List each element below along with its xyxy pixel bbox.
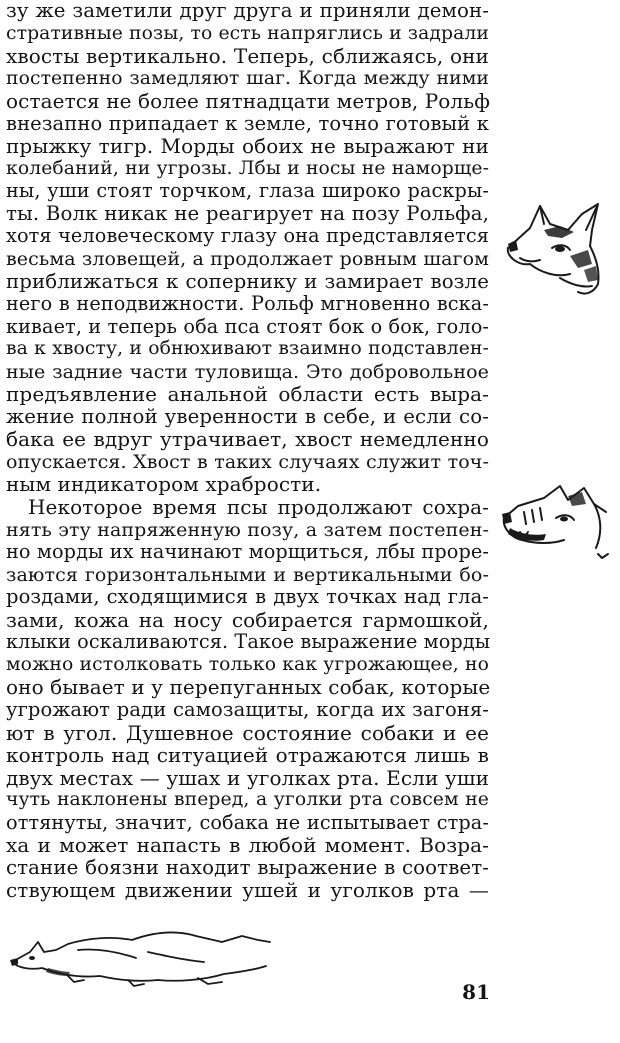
text-line: контроль над ситуацией отражаются лишь в (6, 743, 489, 768)
text-line: ют в угол. Душевное состояние собаки и ее (6, 720, 489, 745)
text-line: Некоторое время псы продолжают сохра- (28, 495, 489, 520)
text-line: жение полной уверенности в себе, и если со- (6, 404, 489, 428)
text-line: приближаться к сопернику и замирает возле (6, 269, 489, 293)
text-line: постепенно замедляют шаг. Когда между ними (6, 67, 489, 89)
text-line: ты. Волк никак не реагирует на позу Рольфа, (6, 201, 489, 225)
dog-head-ears-forward-illustration (500, 200, 612, 300)
text-line: можно истолковать только как угрожающее, но (6, 653, 489, 675)
text-line: стративные позы, то есть напряглись и задрали (6, 22, 489, 44)
text-line: хотя человеческому глазу она представляется (6, 224, 489, 248)
dog-head-snarling-illustration (498, 478, 613, 568)
text-line: внезапно припадает к земле, точно готовый к (6, 111, 489, 135)
text-line: зами, кожа на носу собирается гармошкой, (6, 607, 489, 632)
text-line: стание боязни находит выражение в соответ- (6, 855, 489, 879)
text-line: ны, уши стоят торчком, глаза широко раскры- (6, 179, 489, 203)
text-line: ствующем движении ушей и уголков рта — (6, 878, 489, 903)
text-line: ным индикатором храбрости. (6, 472, 322, 497)
dog-crouching-illustration (8, 922, 278, 990)
text-line: ва к хвосту, и обнюхивают взаимно подставлен- (6, 338, 489, 360)
text-line: него в неподвижности. Рольф мгновенно вска- (6, 292, 489, 316)
text-line: зу же заметили друг друга и приняли демон- (6, 0, 489, 22)
text-line: бака ее вдруг утрачивает, хвост немедленно (6, 427, 489, 452)
text-line: ные задние части туловища. Это добровольное (6, 360, 489, 383)
text-line: оттянуты, значит, собака не испытывает стра- (6, 810, 489, 834)
text-line: чуть наклонены вперед, а уголки рта совсем не (6, 789, 489, 811)
text-line: опускается. Хвост в таких случаях служит точ- (6, 450, 489, 473)
page-number: 81 (462, 980, 490, 1004)
text-line: колебаний, ни угрозы. Лбы и носы не наморще- (6, 157, 489, 179)
text-line: хвосты вертикально. Теперь, сближаясь, они (6, 44, 489, 69)
text-line: ха и может напасть в любой момент. Возра- (6, 833, 489, 858)
text-line: прыжку тигр. Морды обоих не выражают ни (6, 134, 489, 159)
text-line: роздами, сходящимися в двух точках над гла- (6, 585, 489, 609)
text-line: угрожают ради самозащиты, когда их загоня- (6, 697, 489, 721)
text-line: но морды их начинают морщиться, лбы проре- (6, 540, 489, 564)
text-line: весьма зловещей, а продолжает ровным шагом (6, 248, 489, 271)
text-line: клыки оскаливаются. Такое выражение морды (6, 630, 491, 654)
body-text (6, 0, 489, 902)
text-line: остается не более пятнадцати метров, Рольф (6, 89, 490, 114)
text-line: заются горизонтальными и вертикальными бо- (6, 563, 489, 586)
text-line: предъявление анальной области есть выра- (6, 382, 489, 407)
text-line: двух местах — ушах и уголках рта. Если уши (6, 765, 489, 790)
text-line: оно бывает и у перепуганных собак, которые (6, 675, 491, 700)
text-line: нять эту напряженную позу, а затем постепен- (6, 518, 489, 541)
text-line: кивает, и теперь оба пса стоят бок о бок, голо- (6, 314, 489, 338)
